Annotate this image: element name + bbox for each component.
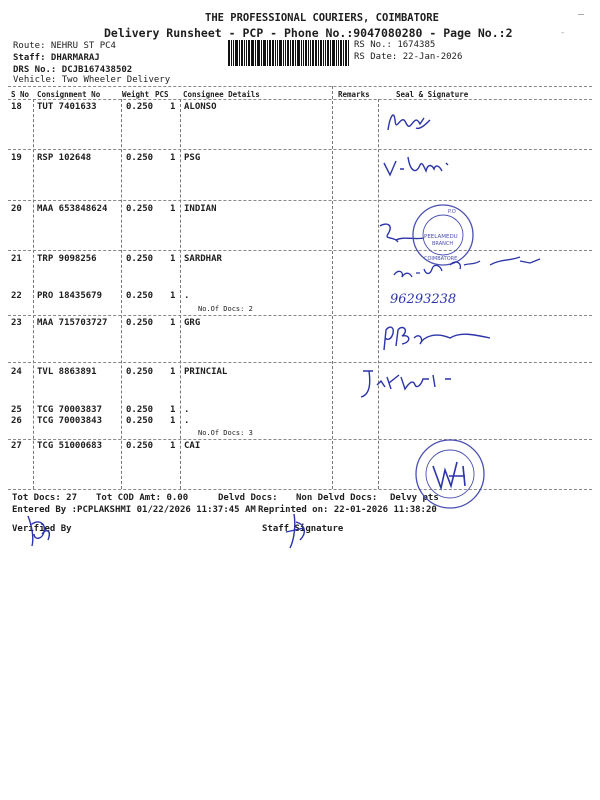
docs-count-note: No.Of Docs: 2 <box>198 305 253 313</box>
company-name: THE PROFESSIONAL COURIERS, COIMBATORE <box>205 12 439 24</box>
barcode-bar <box>257 40 258 66</box>
barcode-bar <box>320 40 322 66</box>
seal-and-signature-cai <box>405 436 495 516</box>
barcode-bar <box>241 40 243 66</box>
cell-sno: 27 <box>11 441 22 451</box>
barcode-bar <box>343 40 344 66</box>
barcode-bar <box>239 40 240 66</box>
stamp-bottom-text: COIMBATORE <box>424 256 458 262</box>
barcode-bar <box>340 40 342 66</box>
barcode-bar <box>348 40 349 66</box>
barcode-bar <box>283 40 284 66</box>
staff-label: Staff: DHARMARAJ <box>13 53 100 63</box>
corner-mark: - <box>560 28 566 38</box>
barcode-bar <box>308 40 309 66</box>
barcode-bar <box>246 40 247 66</box>
column-divider <box>180 99 181 489</box>
cell-consignment: MAA 653848624 <box>37 204 108 214</box>
cell-consignee: PSG <box>184 153 201 163</box>
cell-consignment: TUT 7401633 <box>37 102 97 112</box>
entered-by: Entered By :PCPLAKSHMI 01/22/2026 11:37:45 AM <box>12 505 256 515</box>
barcode-bar <box>295 40 296 66</box>
barcode <box>228 40 350 66</box>
cell-consignee: INDIAN <box>184 204 217 214</box>
column-divider <box>378 99 379 489</box>
barcode-bar <box>233 40 234 66</box>
cell-consignee: ALONSO <box>184 102 217 112</box>
cell-sno: 25 <box>11 405 22 415</box>
barcode-bar <box>312 40 314 66</box>
cell-sno: 26 <box>11 416 22 426</box>
barcode-bar <box>285 40 286 66</box>
barcode-bar <box>279 40 282 66</box>
barcode-bar <box>263 40 266 66</box>
cell-pcs: 1 <box>170 441 176 451</box>
cell-weight: 0.250 <box>126 405 154 415</box>
cell-weight: 0.250 <box>126 153 154 163</box>
cell-weight: 0.250 <box>126 416 154 426</box>
total-docs: Tot Docs: 27 <box>12 493 78 503</box>
col-sno: S No <box>11 90 30 99</box>
barcode-bar <box>310 40 311 66</box>
rs-number: RS No.: 1674385 <box>354 40 436 50</box>
barcode-bar <box>325 40 326 66</box>
barcode-bar <box>301 40 302 66</box>
barcode-bar <box>303 40 304 66</box>
barcode-bar <box>244 40 245 66</box>
barcode-bar <box>231 40 232 66</box>
row-divider <box>8 315 592 316</box>
cell-weight: 0.250 <box>126 367 154 377</box>
col-pcs: PCS <box>155 90 169 99</box>
cell-sno: 23 <box>11 318 22 328</box>
cell-pcs: 1 <box>170 416 176 426</box>
handwritten-phone: 96293238 <box>390 292 457 307</box>
row-divider <box>8 149 592 150</box>
cell-weight: 0.250 <box>126 291 154 301</box>
barcode-bar <box>336 40 337 66</box>
signature-verified-by <box>22 510 62 550</box>
cell-sno: 22 <box>11 291 22 301</box>
route-label: Route: NEHRU ST PC4 <box>13 41 116 51</box>
drs-number <box>13 65 132 75</box>
barcode-bar <box>318 40 319 66</box>
barcode-bar <box>267 40 268 66</box>
delivery-points: Delvy pts <box>390 493 439 503</box>
docs-count-note: No.Of Docs: 3 <box>198 429 253 437</box>
cell-consignment: TCG 70003843 <box>37 416 103 426</box>
cell-consignment: MAA 715703727 <box>37 318 108 328</box>
row-divider <box>8 489 592 490</box>
row-divider <box>8 362 592 363</box>
barcode-bar <box>327 40 329 66</box>
barcode-bar <box>292 40 294 66</box>
cell-pcs: 1 <box>170 367 176 377</box>
cell-consignment: TCG 70003837 <box>37 405 103 415</box>
barcode-bar <box>330 40 331 66</box>
signature-princial <box>355 365 465 405</box>
barcode-bar <box>287 40 289 66</box>
barcode-bar <box>305 40 307 66</box>
cell-sno: 21 <box>11 254 22 264</box>
staff-signature-label: Staff Signature <box>262 524 344 534</box>
column-divider <box>121 99 122 489</box>
cell-consignment: PRO 18435679 <box>37 291 103 301</box>
cell-sno: 19 <box>11 153 22 163</box>
column-divider <box>33 99 34 489</box>
cell-pcs: 1 <box>170 291 176 301</box>
signature-alonso <box>380 108 440 138</box>
row-divider <box>8 439 592 440</box>
col-remarks: Remarks <box>338 90 370 99</box>
runsheet-title: Delivery Runsheet - PCP - Phone No.:9047080280 - Page No.:2 <box>104 26 513 40</box>
reprinted-on: Reprinted on: 22-01-2026 11:38:20 <box>258 505 437 515</box>
cell-pcs: 1 <box>170 254 176 264</box>
non-delivered-docs: Non Delvd Docs: <box>296 493 378 503</box>
signature-staff <box>282 510 322 550</box>
cell-pcs: 1 <box>170 318 176 328</box>
cell-pcs: 1 <box>170 102 176 112</box>
barcode-bar <box>332 40 335 66</box>
cell-weight: 0.250 <box>126 318 154 328</box>
signature-psg <box>380 153 460 181</box>
cell-pcs: 1 <box>170 405 176 415</box>
row-divider <box>8 200 592 201</box>
barcode-bar <box>290 40 291 66</box>
barcode-bar <box>258 40 260 66</box>
cell-sno: 20 <box>11 204 22 214</box>
header-rule <box>8 99 592 100</box>
cell-weight: 0.250 <box>126 254 154 264</box>
barcode-bar <box>338 40 339 66</box>
barcode-bar <box>297 40 300 66</box>
verified-by-label: Verified By <box>12 524 72 534</box>
col-seal: Seal & Signature <box>396 90 469 99</box>
barcode-bar <box>235 40 238 66</box>
cell-weight: 0.250 <box>126 441 154 451</box>
col-weight: Weight <box>122 90 150 99</box>
vehicle-label: Vehicle: Two Wheeler Delivery <box>13 75 171 85</box>
drs-label: DRS No.: <box>13 65 62 75</box>
cell-consignment: TRP 9098256 <box>37 254 97 264</box>
barcode-bar <box>269 40 271 66</box>
barcode-bar <box>275 40 276 66</box>
cell-pcs: 1 <box>170 153 176 163</box>
cell-consignee: . <box>184 291 190 301</box>
barcode-bar <box>345 40 347 66</box>
cell-weight: 0.250 <box>126 204 154 214</box>
total-cod: Tot COD Amt: 0.00 <box>96 493 189 503</box>
drs-value: DCJB167438502 <box>61 65 133 75</box>
cell-consignee: SARDHAR <box>184 254 222 264</box>
cell-sno: 24 <box>11 367 22 377</box>
col-consignee: Consignee Details <box>183 90 260 99</box>
barcode-bar <box>272 40 274 66</box>
barcode-bar <box>251 40 254 66</box>
stamp-middle-text: PEELAMEDU <box>424 234 458 240</box>
barcode-bar <box>277 40 278 66</box>
barcode-bar <box>315 40 318 66</box>
cell-weight: 0.250 <box>126 102 154 112</box>
column-divider <box>332 86 333 489</box>
barcode-bar <box>248 40 250 66</box>
cell-consignee: . <box>184 416 190 426</box>
cell-consignee: . <box>184 405 190 415</box>
rs-date: RS Date: 22-Jan-2026 <box>354 52 463 62</box>
cell-consignee: PRINCIAL <box>184 367 228 377</box>
barcode-bar <box>261 40 262 66</box>
delivered-docs: Delvd Docs: <box>218 493 278 503</box>
cell-consignee: CAI <box>184 441 201 451</box>
cell-consignment: RSP 102648 <box>37 153 92 163</box>
stamp-top-text: P.O <box>448 209 456 215</box>
header-rule <box>8 86 592 87</box>
stamp-sub-text: BRANCH <box>432 241 454 247</box>
barcode-bar <box>255 40 256 66</box>
barcode-bar <box>228 40 230 66</box>
barcode-bar <box>323 40 324 66</box>
cell-sno: 18 <box>11 102 22 112</box>
cell-pcs: 1 <box>170 204 176 214</box>
corner-mark <box>578 14 584 15</box>
signature-grg <box>380 320 500 354</box>
row-divider <box>8 250 592 251</box>
cell-consignee: GRG <box>184 318 201 328</box>
col-consignment: Consignment No <box>37 90 101 99</box>
cell-consignment: TVL 8863891 <box>37 367 97 377</box>
signature-sardhar <box>390 255 550 310</box>
cell-consignment: TCG 51000683 <box>37 441 103 451</box>
